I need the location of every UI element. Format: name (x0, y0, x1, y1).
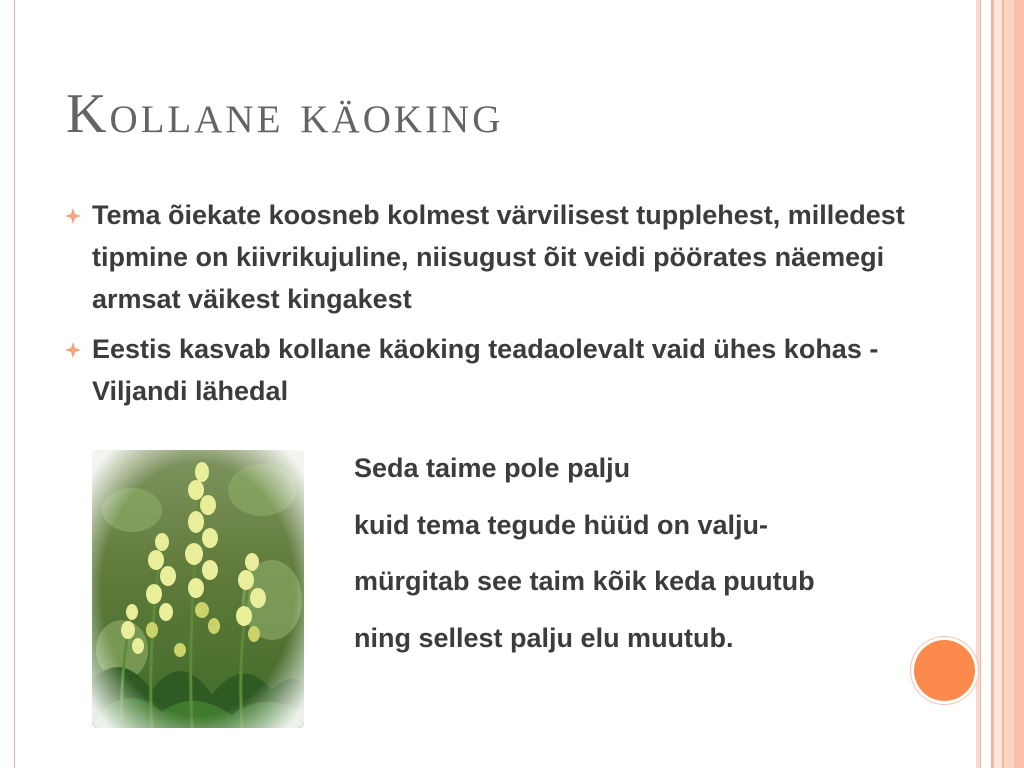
left-border-line (14, 0, 15, 768)
bullet-text: Tema õiekate koosneb kolmest värvilisest tupplehest, milledest tipmine on kiivrikujuline, niisugust õit veidi pöörates näemegi armsat väikest kingakest (92, 200, 905, 314)
bullet-item (64, 328, 914, 412)
poem-line: ning sellest palju elu muutub. (354, 622, 734, 653)
bullet-text: Eestis kasvab kollane käoking teadaolevalt vaid ühes kohas - Viljandi lähedal (92, 334, 879, 406)
bullet-item (64, 194, 914, 320)
bullet-list (64, 194, 914, 420)
slide-title: Kollane käoking (66, 83, 504, 145)
poem-line: Seda taime pole palju (354, 453, 631, 483)
diamond-bullet-icon (64, 207, 82, 225)
diamond-bullet-icon (64, 341, 82, 359)
poem-line: kuid tema tegude hüüd on valju- (354, 509, 769, 540)
plant-photo (92, 450, 304, 728)
poem-line: mürgitab see taim kõik keda puutub (354, 566, 815, 596)
orange-circle-decoration (914, 640, 975, 701)
poem (354, 446, 815, 672)
right-decorative-stripes (976, 0, 1024, 768)
